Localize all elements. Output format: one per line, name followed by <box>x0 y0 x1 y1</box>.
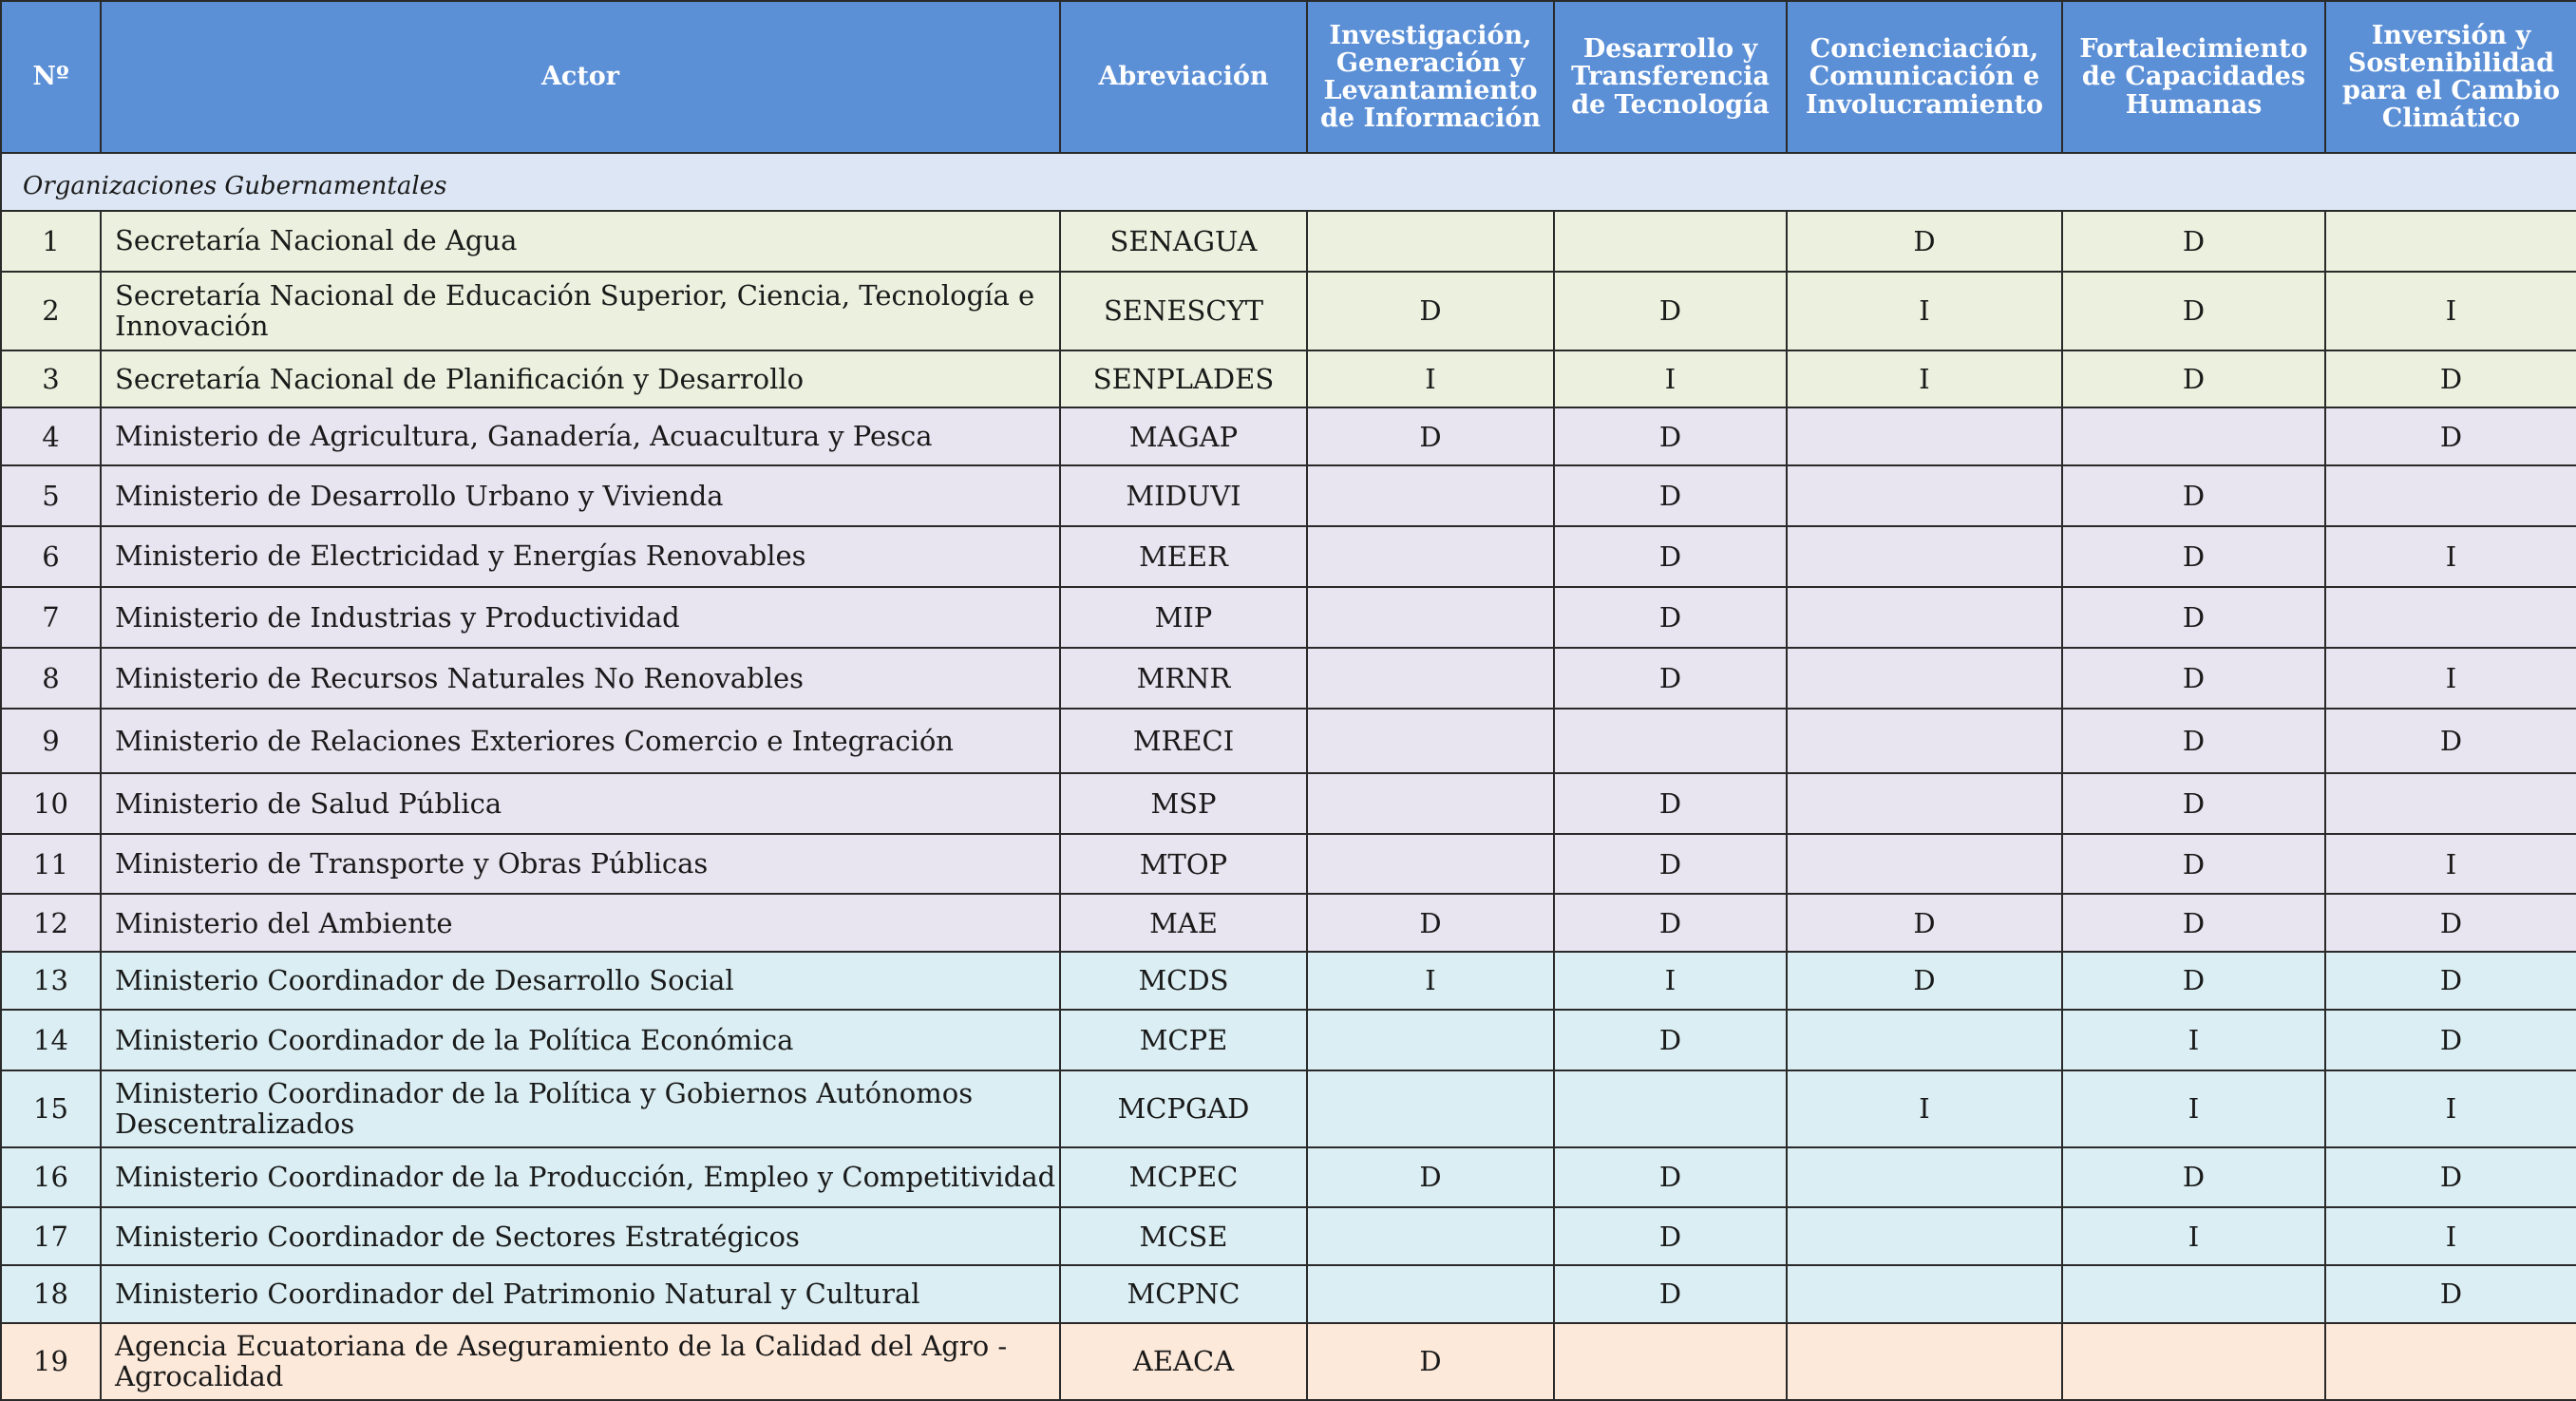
cell-investment: D <box>2325 1265 2576 1323</box>
actor-name: Ministerio Coordinador de la Política y Gobiernos Autónomos Descentralizados <box>101 1070 1060 1147</box>
cell-technology: D <box>1554 834 1787 895</box>
cell-technology: D <box>1554 648 1787 709</box>
cell-research: I <box>1307 350 1554 408</box>
cell-investment: I <box>2325 526 2576 587</box>
actor-name: Ministerio de Transporte y Obras Públicas <box>101 834 1060 895</box>
actor-name: Ministerio de Recursos Naturales No Renovables <box>101 648 1060 709</box>
cell-awareness <box>1787 465 2062 526</box>
actor-name: Agencia Ecuatoriana de Aseguramiento de la Calidad del Agro - Agrocalidad <box>101 1323 1060 1400</box>
abbreviation: MIDUVI <box>1060 465 1307 526</box>
row-number: 15 <box>1 1070 101 1147</box>
abbreviation: MTOP <box>1060 834 1307 895</box>
cell-investment: D <box>2325 350 2576 408</box>
table-row <box>1 648 2576 709</box>
cell-technology <box>1554 211 1787 272</box>
cell-awareness <box>1787 1265 2062 1323</box>
row-number: 10 <box>1 773 101 834</box>
cell-technology: D <box>1554 587 1787 649</box>
cell-investment <box>2325 465 2576 526</box>
table-row <box>1 1010 2576 1070</box>
abbreviation: MRECI <box>1060 709 1307 773</box>
cell-capacity: I <box>2062 1070 2325 1147</box>
cell-awareness: D <box>1787 894 2062 952</box>
actor-name: Ministerio Coordinador de la Producción, Empleo y Competitividad <box>101 1147 1060 1208</box>
cell-investment: I <box>2325 1207 2576 1265</box>
actor-name: Ministerio Coordinador de la Política Económica <box>101 1010 1060 1070</box>
abbreviation: MCSE <box>1060 1207 1307 1265</box>
cell-capacity: D <box>2062 1147 2325 1208</box>
cell-research <box>1307 1207 1554 1265</box>
cell-research: D <box>1307 272 1554 350</box>
cell-technology: D <box>1554 1207 1787 1265</box>
abbreviation: MEER <box>1060 526 1307 587</box>
cell-capacity: D <box>2062 272 2325 350</box>
section-label: Organizaciones Gubernamentales <box>1 153 2576 211</box>
row-number: 12 <box>1 894 101 952</box>
table-row <box>1 773 2576 834</box>
cell-investment: D <box>2325 407 2576 465</box>
table-row <box>1 465 2576 526</box>
row-number: 4 <box>1 407 101 465</box>
row-number: 14 <box>1 1010 101 1070</box>
cell-capacity: D <box>2062 952 2325 1010</box>
cell-technology <box>1554 1070 1787 1147</box>
cell-capacity: D <box>2062 773 2325 834</box>
cell-investment: I <box>2325 272 2576 350</box>
cell-awareness <box>1787 1207 2062 1265</box>
cell-research: D <box>1307 407 1554 465</box>
abbreviation: MCPGAD <box>1060 1070 1307 1147</box>
cell-capacity <box>2062 1265 2325 1323</box>
table-row <box>1 350 2576 408</box>
abbreviation: MAE <box>1060 894 1307 952</box>
actor-name: Ministerio Coordinador de Sectores Estratégicos <box>101 1207 1060 1265</box>
actor-name: Ministerio de Relaciones Exteriores Comercio e Integración <box>101 709 1060 773</box>
cell-technology: D <box>1554 1010 1787 1070</box>
cell-technology: D <box>1554 407 1787 465</box>
cell-investment: D <box>2325 1147 2576 1208</box>
section-row <box>1 153 2576 211</box>
cell-research <box>1307 1070 1554 1147</box>
cell-capacity: D <box>2062 465 2325 526</box>
cell-awareness <box>1787 526 2062 587</box>
cell-awareness: I <box>1787 1070 2062 1147</box>
abbreviation: AEACA <box>1060 1323 1307 1400</box>
cell-research: I <box>1307 952 1554 1010</box>
cell-awareness <box>1787 587 2062 649</box>
col-header-research: Investigación, Generación y Levantamiento de Información <box>1307 1 1554 153</box>
abbreviation: MAGAP <box>1060 407 1307 465</box>
cell-capacity: I <box>2062 1010 2325 1070</box>
cell-research <box>1307 465 1554 526</box>
cell-technology <box>1554 709 1787 773</box>
row-number: 5 <box>1 465 101 526</box>
abbreviation: SENPLADES <box>1060 350 1307 408</box>
actor-name: Secretaría Nacional de Agua <box>101 211 1060 272</box>
table-row <box>1 1323 2576 1400</box>
cell-technology: D <box>1554 526 1787 587</box>
actor-name: Ministerio de Industrias y Productividad <box>101 587 1060 649</box>
actor-name: Ministerio de Electricidad y Energías Renovables <box>101 526 1060 587</box>
table-row <box>1 1070 2576 1147</box>
cell-capacity <box>2062 1323 2325 1400</box>
col-header-investment: Inversión y Sostenibilidad para el Cambio Climático <box>2325 1 2576 153</box>
cell-research: D <box>1307 1323 1554 1400</box>
row-number: 8 <box>1 648 101 709</box>
col-header-abbr: Abreviación <box>1060 1 1307 153</box>
cell-research <box>1307 648 1554 709</box>
cell-awareness <box>1787 709 2062 773</box>
cell-research <box>1307 1010 1554 1070</box>
actor-name: Ministerio Coordinador del Patrimonio Natural y Cultural <box>101 1265 1060 1323</box>
actor-name: Ministerio de Agricultura, Ganadería, Acuacultura y Pesca <box>101 407 1060 465</box>
cell-awareness <box>1787 1323 2062 1400</box>
cell-technology: D <box>1554 1265 1787 1323</box>
cell-awareness: D <box>1787 952 2062 1010</box>
row-number: 3 <box>1 350 101 408</box>
row-number: 6 <box>1 526 101 587</box>
cell-investment <box>2325 1323 2576 1400</box>
cell-awareness: D <box>1787 211 2062 272</box>
cell-technology: D <box>1554 272 1787 350</box>
cell-technology <box>1554 1323 1787 1400</box>
row-number: 11 <box>1 834 101 895</box>
abbreviation: SENAGUA <box>1060 211 1307 272</box>
cell-research <box>1307 773 1554 834</box>
cell-research <box>1307 709 1554 773</box>
cell-capacity: D <box>2062 648 2325 709</box>
cell-technology: I <box>1554 952 1787 1010</box>
actor-name: Ministerio de Desarrollo Urbano y Vivienda <box>101 465 1060 526</box>
header-row <box>1 1 2576 153</box>
abbreviation: MCDS <box>1060 952 1307 1010</box>
cell-research <box>1307 587 1554 649</box>
row-number: 16 <box>1 1147 101 1208</box>
cell-research: D <box>1307 894 1554 952</box>
cell-research <box>1307 526 1554 587</box>
row-number: 18 <box>1 1265 101 1323</box>
cell-awareness <box>1787 1147 2062 1208</box>
cell-technology: D <box>1554 1147 1787 1208</box>
col-header-technology: Desarrollo y Transferencia de Tecnología <box>1554 1 1787 153</box>
col-header-awareness: Concienciación, Comunicación e Involucramiento <box>1787 1 2062 153</box>
cell-investment: I <box>2325 648 2576 709</box>
table-row <box>1 211 2576 272</box>
row-number: 17 <box>1 1207 101 1265</box>
row-number: 7 <box>1 587 101 649</box>
cell-capacity: D <box>2062 834 2325 895</box>
cell-awareness: I <box>1787 272 2062 350</box>
cell-investment <box>2325 773 2576 834</box>
actor-name: Ministerio del Ambiente <box>101 894 1060 952</box>
cell-investment: I <box>2325 834 2576 895</box>
cell-technology: D <box>1554 894 1787 952</box>
table-row <box>1 526 2576 587</box>
cell-awareness <box>1787 1010 2062 1070</box>
row-number: 1 <box>1 211 101 272</box>
cell-capacity: D <box>2062 709 2325 773</box>
cell-capacity: D <box>2062 894 2325 952</box>
cell-capacity: D <box>2062 350 2325 408</box>
table-row <box>1 272 2576 350</box>
cell-capacity: D <box>2062 526 2325 587</box>
row-number: 9 <box>1 709 101 773</box>
cell-research: D <box>1307 1147 1554 1208</box>
table-row <box>1 1207 2576 1265</box>
cell-investment <box>2325 211 2576 272</box>
cell-awareness <box>1787 407 2062 465</box>
table-row <box>1 952 2576 1010</box>
cell-research <box>1307 211 1554 272</box>
cell-awareness <box>1787 834 2062 895</box>
table-row <box>1 587 2576 649</box>
cell-technology: D <box>1554 465 1787 526</box>
cell-investment: I <box>2325 1070 2576 1147</box>
actor-name: Ministerio Coordinador de Desarrollo Social <box>101 952 1060 1010</box>
row-number: 13 <box>1 952 101 1010</box>
cell-capacity <box>2062 407 2325 465</box>
cell-technology: D <box>1554 773 1787 834</box>
col-header-capacity: Fortalecimiento de Capacidades Humanas <box>2062 1 2325 153</box>
table-row <box>1 407 2576 465</box>
cell-investment: D <box>2325 709 2576 773</box>
cell-investment: D <box>2325 1010 2576 1070</box>
abbreviation: MCPNC <box>1060 1265 1307 1323</box>
row-number: 19 <box>1 1323 101 1400</box>
table-row <box>1 1265 2576 1323</box>
cell-capacity: D <box>2062 587 2325 649</box>
cell-awareness: I <box>1787 350 2062 408</box>
actor-name: Ministerio de Salud Pública <box>101 773 1060 834</box>
cell-investment: D <box>2325 894 2576 952</box>
cell-capacity: D <box>2062 211 2325 272</box>
abbreviation: MIP <box>1060 587 1307 649</box>
cell-awareness <box>1787 773 2062 834</box>
actor-name: Secretaría Nacional de Educación Superior, Ciencia, Tecnología e Innovación <box>101 272 1060 350</box>
abbreviation: MCPEC <box>1060 1147 1307 1208</box>
table-row <box>1 834 2576 895</box>
actor-name: Secretaría Nacional de Planificación y Desarrollo <box>101 350 1060 408</box>
abbreviation: MRNR <box>1060 648 1307 709</box>
cell-investment: D <box>2325 952 2576 1010</box>
abbreviation: SENESCYT <box>1060 272 1307 350</box>
row-number: 2 <box>1 272 101 350</box>
table-row <box>1 709 2576 773</box>
col-header-actor: Actor <box>101 1 1060 153</box>
cell-research <box>1307 834 1554 895</box>
abbreviation: MSP <box>1060 773 1307 834</box>
cell-investment <box>2325 587 2576 649</box>
table-row <box>1 1147 2576 1208</box>
cell-research <box>1307 1265 1554 1323</box>
cell-technology: I <box>1554 350 1787 408</box>
abbreviation: MCPE <box>1060 1010 1307 1070</box>
cell-awareness <box>1787 648 2062 709</box>
cell-capacity: I <box>2062 1207 2325 1265</box>
table-row <box>1 894 2576 952</box>
col-header-num: Nº <box>1 1 101 153</box>
